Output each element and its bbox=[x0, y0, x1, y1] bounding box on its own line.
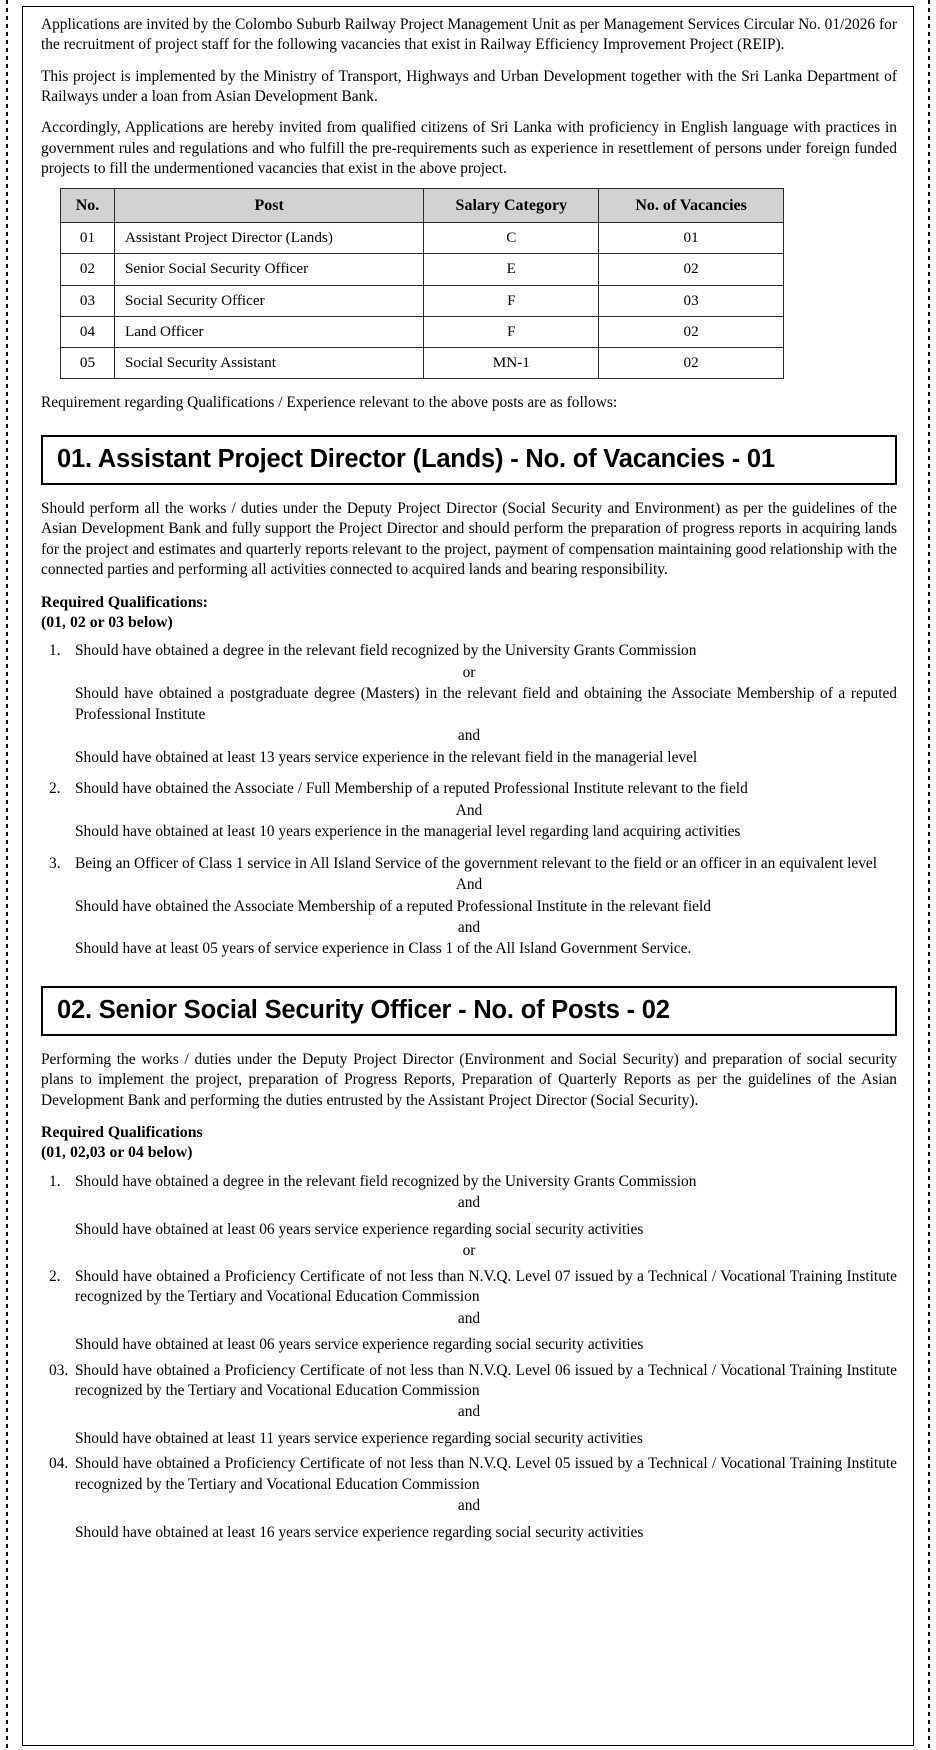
cell-post: Senior Social Security Officer bbox=[114, 254, 423, 285]
item-text: Should have obtained the Associate / Full Membership of a reputed Professional Institute relevant to the field bbox=[75, 780, 748, 798]
requirement-note: Requirement regarding Qualifications / Experience relevant to the above posts are as follows: bbox=[41, 393, 618, 411]
section-2-qualification-item bbox=[41, 1267, 897, 1356]
item-conjunction: and bbox=[457, 1309, 481, 1327]
section-1-qualifications-subtitle: (01, 02 or 03 below) bbox=[41, 613, 173, 631]
item-text-2: Should have obtained at least 11 years service experience regarding social security activities bbox=[75, 1429, 643, 1447]
page-edge-right bbox=[928, 0, 930, 1750]
item-number: 2. bbox=[49, 780, 61, 798]
item-text-3: Should have at least 05 years of service experience in Class 1 of the All Island Government Service. bbox=[75, 940, 692, 958]
item-conjunction: and bbox=[457, 1497, 481, 1515]
item-conjunction: And bbox=[455, 801, 483, 819]
item-text-2: Should have obtained at least 16 years service experience regarding social security activities bbox=[75, 1523, 644, 1541]
item-text-2: Should have obtained the Associate Membership of a reputed Professional Institute in the relevant field bbox=[75, 897, 711, 915]
cell-post: Assistant Project Director (Lands) bbox=[114, 223, 423, 254]
cell-no: 04 bbox=[61, 316, 115, 347]
cell-no: 01 bbox=[61, 223, 115, 254]
cell-post: Social Security Assistant bbox=[114, 347, 423, 378]
page-frame bbox=[22, 6, 914, 1746]
cell-salary: MN-1 bbox=[424, 347, 599, 378]
item-text: Should have obtained a Proficiency Certificate of not less than N.V.Q. Level 06 issued by a Technical / Vocational Training Institute recognized by the Tertiary and Vocational Education Commission bbox=[75, 1361, 897, 1399]
cell-salary: E bbox=[424, 254, 599, 285]
item-conjunction-2: and bbox=[457, 727, 481, 745]
section-2-body: Performing the works / duties under the Deputy Project Director (Environment and Social Security) and preparation of social security plans to implement the project, preparation of Progress Reports, Preparation of Quarterly Reports as per the guidelines of the Asian Development Bank and performing the duties entrusted by the Assistant Project Director (Social Security). bbox=[41, 1050, 897, 1109]
item-number: 03. bbox=[49, 1361, 69, 1379]
document-content bbox=[41, 15, 897, 1548]
table-row bbox=[61, 316, 784, 347]
table-row bbox=[61, 223, 784, 254]
item-text: Should have obtained a degree in the relevant field recognized by the University Grants Commission bbox=[75, 642, 697, 660]
cell-salary: F bbox=[424, 316, 599, 347]
item-conjunction: or bbox=[462, 663, 476, 681]
item-number: 2. bbox=[49, 1267, 61, 1285]
column-header-post: Post bbox=[114, 189, 423, 223]
cell-salary: C bbox=[424, 223, 599, 254]
column-header-no: No. bbox=[61, 189, 115, 223]
item-conjunction-2: and bbox=[457, 919, 481, 936]
intro-paragraph-3: Accordingly, Applications are hereby invited from qualified citizens of Sri Lanka with proficiency in English language with practices in government rules and regulations and who fulfill the pre-requirements such as experience in resettlement of persons under foreign funded projects to fill the undermentioned vacancies that exist in the above project. bbox=[41, 119, 897, 177]
column-header-salary: Salary Category bbox=[424, 189, 599, 223]
section-2-qualification-item bbox=[41, 1454, 897, 1543]
intro-paragraph-1: Applications are invited by the Colombo Suburb Railway Project Management Unit as per Management Services Circular No. 01/2026 for the recruitment of project staff for the following vacancies that exist in Railway Efficiency Improvement Project (REIP). bbox=[41, 16, 897, 54]
item-text-2: Should have obtained at least 10 years experience in the managerial level regarding land acquiring activities bbox=[75, 823, 741, 841]
cell-vacancies: 01 bbox=[599, 223, 784, 254]
item-conjunction: and bbox=[457, 1194, 481, 1212]
cell-no: 02 bbox=[61, 254, 115, 285]
item-text: Should have obtained a Proficiency Certificate of not less than N.V.Q. Level 07 issued by a Technical / Vocational Training Institute recognized by the Tertiary and Vocational Education Commission bbox=[75, 1267, 897, 1306]
cell-post: Social Security Officer bbox=[114, 285, 423, 316]
item-trailer-conjunction: or bbox=[462, 1242, 476, 1260]
section-1-body: Should perform all the works / duties under the Deputy Project Director (Social Security and Environment) as per the guidelines of the Asian Development Bank and fully support the Project Director and should perform the preparation of progress reports in acquiring lands for the project and estimates and quarterly reports relevant to the project, payment of compensation maintaining good relationship with the connected parties and performing all activities connected to acquired lands and bearing responsibility. bbox=[41, 499, 897, 579]
column-header-vacancies: No. of Vacancies bbox=[599, 189, 784, 223]
item-conjunction: And bbox=[455, 876, 483, 894]
item-text-2: Should have obtained a postgraduate degree (Masters) in the relevant field and obtaining the Associate Membership of a reputed Professional Institute bbox=[75, 685, 897, 723]
item-text-2: Should have obtained at least 06 years service experience regarding social security activities bbox=[75, 1220, 644, 1238]
section-2-qualifications-subtitle: (01, 02,03 or 04 below) bbox=[41, 1144, 193, 1162]
section-2-qualification-item bbox=[41, 1361, 897, 1450]
item-number: 04. bbox=[49, 1455, 69, 1473]
item-text-3: Should have obtained at least 13 years service experience in the relevant field in the managerial level bbox=[75, 748, 698, 766]
table-header-row bbox=[61, 189, 784, 223]
item-text: Should have obtained a Proficiency Certificate of not less than N.V.Q. Level 05 issued by a Technical / Vocational Training Institute recognized by the Tertiary and Vocational Education Commission bbox=[75, 1455, 897, 1493]
item-conjunction: and bbox=[457, 1403, 481, 1421]
cell-salary: F bbox=[424, 285, 599, 316]
intro-paragraph-2: This project is implemented by the Ministry of Transport, Highways and Urban Development together with the Sri Lanka Department of Railways under a loan from Asian Development Bank. bbox=[41, 67, 897, 105]
cell-vacancies: 02 bbox=[599, 347, 784, 378]
item-number: 1. bbox=[49, 1172, 61, 1190]
item-text: Should have obtained a degree in the relevant field recognized by the University Grants Commission bbox=[75, 1172, 697, 1190]
cell-vacancies: 02 bbox=[599, 316, 784, 347]
cell-no: 03 bbox=[61, 285, 115, 316]
item-text-2: Should have obtained at least 06 years service experience regarding social security activities bbox=[75, 1336, 644, 1354]
section-2-qualification-item bbox=[41, 1172, 897, 1262]
section-1-heading: 01. Assistant Project Director (Lands) - No. of Vacancies - 01 bbox=[41, 435, 897, 485]
cell-post: Land Officer bbox=[114, 316, 423, 347]
item-number: 1. bbox=[49, 642, 61, 660]
cell-vacancies: 02 bbox=[599, 254, 784, 285]
vacancy-table bbox=[60, 188, 784, 378]
table-row bbox=[61, 347, 784, 378]
cell-vacancies: 03 bbox=[599, 285, 784, 316]
item-number: 3. bbox=[49, 854, 61, 872]
section-1-qualifications-title: Required Qualifications: bbox=[41, 593, 208, 611]
cell-no: 05 bbox=[61, 347, 115, 378]
table-row bbox=[61, 285, 784, 316]
section-1-qualification-item bbox=[41, 854, 897, 960]
item-text: Being an Officer of Class 1 service in All Island Service of the government relevant to the field or an officer in an equivalent level bbox=[75, 854, 878, 872]
table-row bbox=[61, 254, 784, 285]
section-1-qualification-item bbox=[41, 641, 897, 768]
page-edge-left bbox=[6, 0, 8, 1750]
section-2-qualifications-title: Required Qualifications bbox=[41, 1124, 203, 1142]
section-1-qualification-item bbox=[41, 779, 897, 842]
section-2-heading: 02. Senior Social Security Officer - No. of Posts - 02 bbox=[41, 986, 897, 1036]
